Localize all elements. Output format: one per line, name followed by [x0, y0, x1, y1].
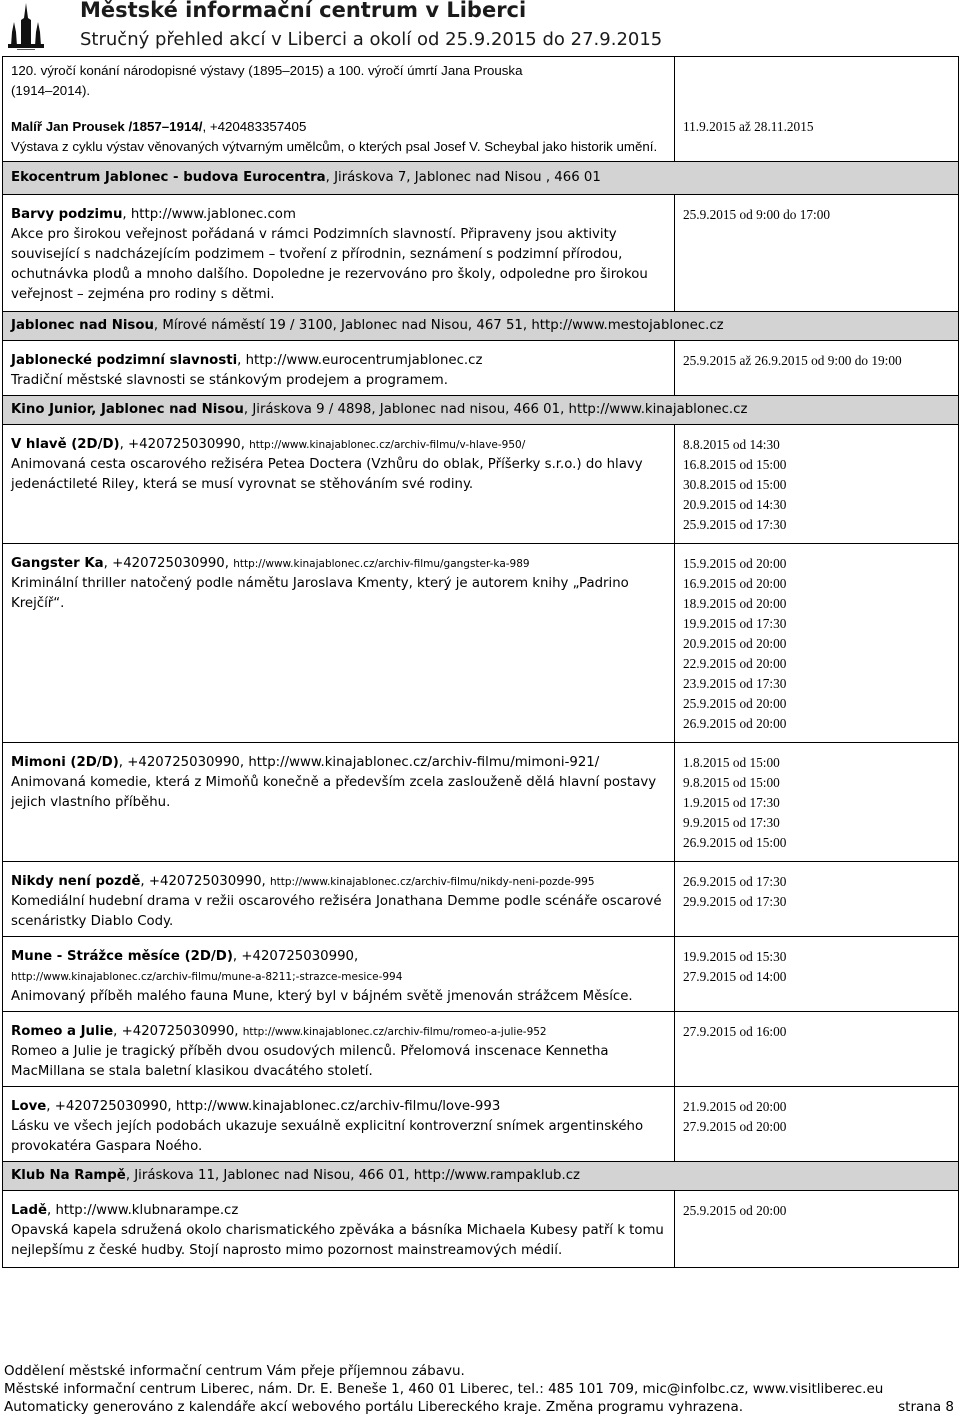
event-row	[3, 1191, 959, 1268]
film-row	[3, 862, 959, 937]
event-row	[3, 195, 959, 312]
venue-name: Kino Junior, Jablonec nad Nisou	[11, 402, 244, 417]
footer-disclaimer: Automaticky generováno z kalendáře akcí webového portálu Libereckého kraje. Změna programu vyhrazena.	[4, 1399, 744, 1415]
footer-contact: Městské informační centrum Liberec, nám. Dr. E. Beneše 1, 460 01 Liberec, tel.: 485 101 709, mic@infolbc.cz, www.visitliberec.eu	[4, 1381, 884, 1397]
film-title: Love	[11, 1099, 47, 1114]
event-row	[3, 57, 959, 162]
event-row	[3, 341, 959, 396]
film-url: http://www.kinajablonec.cz/archiv-filmu/love-993	[175, 1099, 501, 1114]
film-url: http://www.kinajablonec.cz/archiv-filmu/mimoni-921/	[248, 755, 600, 770]
film-date: 1.9.2015 od 17:30	[683, 795, 780, 810]
film-row	[3, 743, 959, 862]
film-row	[3, 937, 959, 1012]
event-description: Výstava z cyklu výstav věnovaných výtvarným umělcům, o kterých psal Josef V. Scheybal jako historik umění.	[11, 139, 658, 154]
film-date: 20.9.2015 od 20:00	[683, 636, 787, 651]
film-date: 9.8.2015 od 15:00	[683, 775, 780, 790]
venue-address: , Jiráskova 7, Jablonec nad Nisou , 466 01	[325, 170, 601, 185]
film-date: 27.9.2015 od 16:00	[683, 1024, 787, 1039]
film-date: 18.9.2015 od 20:00	[683, 596, 787, 611]
page-header	[0, 0, 960, 56]
event-description: Tradiční městské slavnosti se stánkovým prodejem a programem.	[11, 373, 448, 388]
event-date: 25.9.2015 až 26.9.2015 od 9:00 do 19:00	[683, 353, 902, 368]
film-row	[3, 1012, 959, 1087]
film-title: Gangster Ka	[11, 556, 104, 571]
film-date: 27.9.2015 od 14:00	[683, 969, 787, 984]
film-title: Nikdy není pozdě	[11, 874, 141, 889]
film-title: Mune - Strážce měsíce (2D/D)	[11, 949, 233, 964]
event-description: Akce pro širokou veřejnost pořádaná v rámci Podzimních slavností. Připraveny jsou aktivity související s nadcházejícím podzimem – tvoření z přírodnin, seznámení s podzimní přírodou, ochutnávka plodů a mnoho dalšího. Dopoledne je rezervováno pro školy, odpoledne pro širokou veřejnost – zejména pro rodiny s dětmi.	[11, 227, 648, 302]
film-phone: , +420725030990,	[113, 1024, 243, 1039]
film-title: Mimoni (2D/D)	[11, 755, 119, 770]
header-subtitle: Stručný přehled akcí v Liberci a okolí od 25.9.2015 do 27.9.2015	[80, 29, 663, 50]
film-date: 8.8.2015 od 14:30	[683, 437, 780, 452]
header-title: Městské informační centrum v Liberci	[80, 0, 527, 22]
film-description: Romeo a Julie je tragický příběh dvou osudových milenců. Přelomová inscenace Kennetha MacMillana se stala baletní klasikou dvacátého století.	[11, 1044, 609, 1079]
event-continued-text-2: (1914–2014).	[11, 83, 91, 98]
film-title: Romeo a Julie	[11, 1024, 114, 1039]
venue-row	[3, 1162, 959, 1191]
film-date: 26.9.2015 od 15:00	[683, 835, 787, 850]
event-contact: , http://www.jablonec.com	[122, 207, 296, 222]
film-date: 25.9.2015 od 17:30	[683, 517, 787, 532]
cathedral-logo-icon	[4, 2, 48, 52]
film-date: 15.9.2015 od 20:00	[683, 556, 787, 571]
film-description: Animovaná cesta oscarového režiséra Petea Doctera (Vzhůru do oblak, Příšerky s.r.o.) do hlavy jedenáctileté Riley, která se musí vyrovnat se stěhováním své rodiny.	[11, 457, 643, 492]
film-phone: , +420725030990,	[119, 437, 250, 452]
film-row	[3, 1087, 959, 1162]
film-row	[3, 544, 959, 743]
film-description: Komediální hudební drama v režii oscarového režiséra Jonathana Demme podle scénáře oscarové scenáristky Diablo Cody.	[11, 894, 662, 929]
footer-greeting: Oddělení městské informační centrum Vám přeje příjemnou zábavu.	[4, 1363, 465, 1379]
film-url: http://www.kinajablonec.cz/archiv-filmu/romeo-a-julie-952	[242, 1026, 547, 1038]
film-phone: , +420725030990,	[46, 1099, 176, 1114]
event-description: Opavská kapela sdružená okolo charismatického zpěváka a básníka Michaela Kubesy patří k tomu nejlepšímu z české hudby. Stojí naprosto mimo pozornost mainstreamových médií.	[11, 1223, 664, 1258]
page-number: strana 8	[898, 1399, 954, 1415]
film-date: 26.9.2015 od 20:00	[683, 716, 787, 731]
venue-address: , Mírové náměstí 19 / 3100, Jablonec nad Nisou, 467 51, http://www.mestojablonec.cz	[153, 318, 724, 333]
film-description: Kriminální thriller natočený podle námětu Jaroslava Kmenty, který je autorem knihy „Padrino Krejčíř“.	[11, 576, 629, 611]
film-url: http://www.kinajablonec.cz/archiv-filmu/v-hlave-950/	[249, 439, 526, 451]
film-date: 16.8.2015 od 15:00	[683, 457, 787, 472]
film-url: http://www.kinajablonec.cz/archiv-filmu/mune-a-8211;-strazce-mesice-994	[11, 971, 403, 983]
film-date: 26.9.2015 od 17:30	[683, 874, 787, 889]
film-date: 27.9.2015 od 20:00	[683, 1119, 787, 1134]
film-description: Lásku ve všech jejích podobách ukazuje sexuálně explicitní kontroverzní snímek argentinského provokatéra Gaspara Noého.	[11, 1119, 644, 1154]
venue-row	[3, 162, 959, 195]
film-phone: , +420725030990,	[140, 874, 270, 889]
event-contact: , +420483357405	[202, 119, 307, 134]
event-title: Jablonecké podzimní slavnosti	[11, 353, 238, 368]
page-footer	[4, 1362, 954, 1416]
venue-name: Ekocentrum Jablonec - budova Eurocentra	[11, 170, 326, 185]
film-phone: , +420725030990,	[103, 556, 234, 571]
film-phone: , +420725030990,	[232, 949, 359, 964]
event-date: 11.9.2015 až 28.11.2015	[683, 119, 814, 134]
venue-row	[3, 312, 959, 341]
film-description: Animovaný příběh malého fauna Mune, který byl v bájném světě jmenován strážcem Měsíce.	[11, 989, 633, 1004]
film-date: 23.9.2015 od 17:30	[683, 676, 787, 691]
film-description: Animovaná komedie, která z Mimoňů konečně a především zcela zaslouženě dělá hlavní postavy jejich vlastního příběhu.	[11, 775, 657, 810]
film-date: 25.9.2015 od 20:00	[683, 696, 787, 711]
event-contact: , http://www.klubnarampe.cz	[46, 1203, 239, 1218]
venue-name: Jablonec nad Nisou	[11, 318, 154, 333]
film-title: V hlavě (2D/D)	[11, 437, 120, 452]
film-date: 30.8.2015 od 15:00	[683, 477, 787, 492]
film-date: 22.9.2015 od 20:00	[683, 656, 787, 671]
film-url: http://www.kinajablonec.cz/archiv-filmu/nikdy-neni-pozde-995	[270, 876, 595, 888]
event-contact: , http://www.eurocentrumjablonec.cz	[237, 353, 483, 368]
film-date: 19.9.2015 od 17:30	[683, 616, 787, 631]
film-date: 16.9.2015 od 20:00	[683, 576, 787, 591]
events-table	[2, 56, 959, 1268]
film-url: http://www.kinajablonec.cz/archiv-filmu/gangster-ka-989	[233, 558, 530, 570]
event-title: Ladě	[11, 1203, 47, 1218]
film-date: 1.8.2015 od 15:00	[683, 755, 780, 770]
event-title: Barvy podzimu	[11, 207, 123, 222]
venue-address: , Jiráskova 9 / 4898, Jablonec nad nisou, 466 01, http://www.kinajablonec.cz	[243, 402, 748, 417]
event-date: 25.9.2015 od 9:00 do 17:00	[683, 207, 831, 222]
film-date: 29.9.2015 od 17:30	[683, 894, 787, 909]
venue-address: , Jiráskova 11, Jablonec nad Nisou, 466 01, http://www.rampaklub.cz	[125, 1168, 580, 1183]
film-date: 20.9.2015 od 14:30	[683, 497, 787, 512]
event-title: Malíř Jan Prousek /1857–1914/	[11, 119, 203, 134]
event-date: 25.9.2015 od 20:00	[683, 1203, 787, 1218]
venue-row	[3, 396, 959, 425]
film-row	[3, 425, 959, 544]
event-continued-text: 120. výročí konání národopisné výstavy (1895–2015) a 100. výročí úmrtí Jana Prouska	[11, 63, 523, 78]
film-date: 21.9.2015 od 20:00	[683, 1099, 787, 1114]
film-date: 9.9.2015 od 17:30	[683, 815, 780, 830]
film-phone: , +420725030990,	[118, 755, 249, 770]
film-date: 19.9.2015 od 15:30	[683, 949, 787, 964]
venue-name: Klub Na Rampě	[11, 1168, 126, 1183]
